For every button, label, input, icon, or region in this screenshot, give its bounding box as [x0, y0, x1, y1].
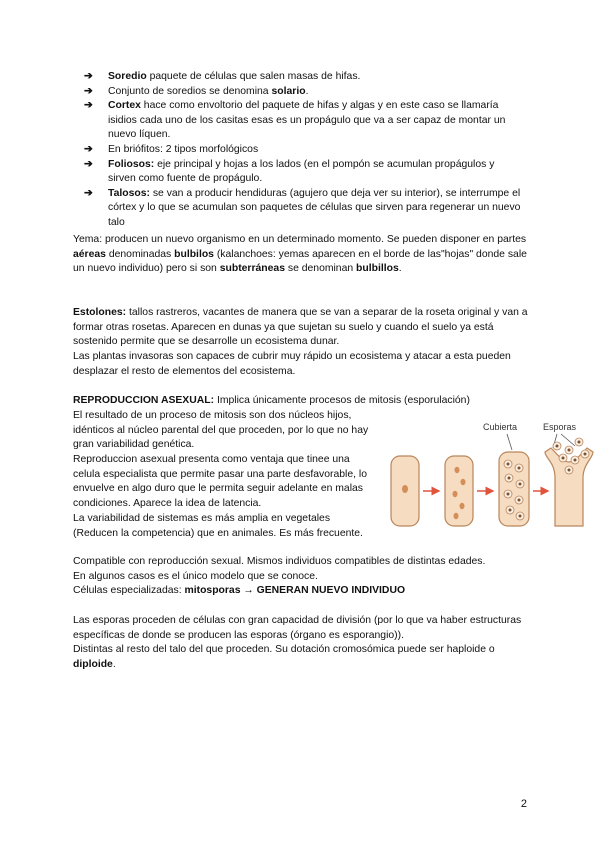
arrow-bullet-icon: ➔ — [84, 71, 93, 82]
paragraph-dotacion: Distintas al resto del talo del que proceden. Su dotación cromosómica puede ser haploide o diploide. — [73, 644, 495, 670]
paragraph-esporas: Las esporas proceden de células con gran capacidad de división (por lo que va haber estructuras específicas de donde se producen las esporas (órgano es esporangio)). — [73, 615, 522, 641]
bullet-foliosos: ➔ Foliosos: eje principal y hojas a los lados (en el pompón se acumulan propágulos y sirven como fuente de propágulo. — [84, 158, 495, 185]
bullet-talosos: ➔ Talosos: se van a producir hendiduras (agujero que deja ver su interior), se interrumpe el córtex y lo que se acumulan son paquetes de células que sirven para regenerar un nuevo talo — [84, 187, 521, 228]
paragraph-unico-modelo: En algunos casos es el único modelo que se conoce. — [73, 571, 318, 582]
cell-stage-2 — [445, 456, 473, 526]
nucleus — [402, 485, 408, 493]
term-soredio: Soredio — [108, 71, 147, 82]
bullet-briofitos: ➔ En briófitos: 2 tipos morfológicos — [84, 143, 524, 158]
paragraph-compatible: Compatible con reproducción sexual. Mismos individuos compatibles de distintas edades. — [73, 556, 486, 567]
paragraph-mitosis: El resultado de un proceso de mitosis son dos núcleos hijos, idénticos al núcleo parental del que proceden, por lo que no hay gran variabilidad genética. — [73, 410, 369, 451]
bullet-list — [84, 70, 524, 231]
bullet-solario: ➔ Conjunto de soredios se denomina solario. — [84, 85, 524, 100]
arrow-bullet-icon: ➔ — [84, 100, 93, 112]
term-cortex: Cortex — [108, 100, 141, 112]
paragraph-yema: Yema: producen un nuevo organismo en un determinado momento. Se pueden disponer en partes aéreas denominadas bulbilos (kalanchoes: yemas aparecen en el borde de las"hojas" donde sale un nuevo individuo) pero si son subterráneas se denominan bulbillos. — [73, 234, 527, 275]
arrow-bullet-icon: ➔ — [84, 158, 93, 170]
sporulation-diagram — [385, 412, 600, 534]
label-cubierta: Cubierta — [483, 422, 518, 432]
label-esporas: Esporas — [543, 422, 577, 432]
term-foliosos: Foliosos: — [108, 158, 155, 170]
cell-stage-4-ruptured — [545, 448, 593, 526]
paragraph-celulas-especializadas: Células especializadas: mitosporas → GENERAN NUEVO INDIVIDUO — [73, 585, 406, 596]
paragraph-variabilidad: La variabilidad de sistemas es más amplia en vegetales (Reducen la competencia) que en animales. Es más frecuente. — [73, 513, 363, 539]
paragraph-estolones: Estolones: tallos rastreros, vacantes de manera que se van a separar de la roseta original y van a formar otras rosetas. Aparecen en dunas ya que sujetan su suelo y cuando el suelo ya está sostenido permite que se desarrolle un ecosistema dunar. — [73, 307, 528, 348]
arrow-bullet-icon: ➔ — [84, 187, 93, 199]
bullet-soredio: ➔ Soredio paquete de células que salen masas de hifas. — [84, 70, 524, 85]
sporulation-figure — [385, 412, 600, 534]
bullet-cortex: ➔ Cortex hace como envoltorio del paquete de hifas y algas y en este caso se llamaría isidios cada uno de los casitas esas es un propágulo que va a ser capaz de montar un nuevo líquen. — [84, 100, 506, 141]
term-talosos: Talosos: — [108, 187, 150, 199]
heading-reproduccion-asexual: REPRODUCCION ASEXUAL: Implica únicamente procesos de mitosis (esporulación) — [73, 395, 470, 406]
arrow-bullet-icon: ➔ — [84, 143, 93, 155]
paragraph-ventaja: Reproduccion asexual presenta como ventaja que tinee una celula especialista que permite pasar una parte desfavorable, lo envuelve en algo duro que le permita seguir adelante en malas condiciones. Aparece la idea de latencia. — [73, 454, 368, 509]
arrow-bullet-icon: ➔ — [84, 85, 93, 97]
term-solario: solario — [271, 85, 306, 97]
esporas-pointer-2 — [561, 434, 575, 446]
cubierta-pointer — [507, 434, 512, 450]
page-number: 2 — [520, 798, 527, 810]
cell-stage-3 — [499, 452, 529, 526]
paragraph-invasoras: Las plantas invasoras son capaces de cubrir muy rápido un ecosistema y atacar a esta pueden desplazar el resto de elementos del ecosistema. — [73, 351, 511, 377]
